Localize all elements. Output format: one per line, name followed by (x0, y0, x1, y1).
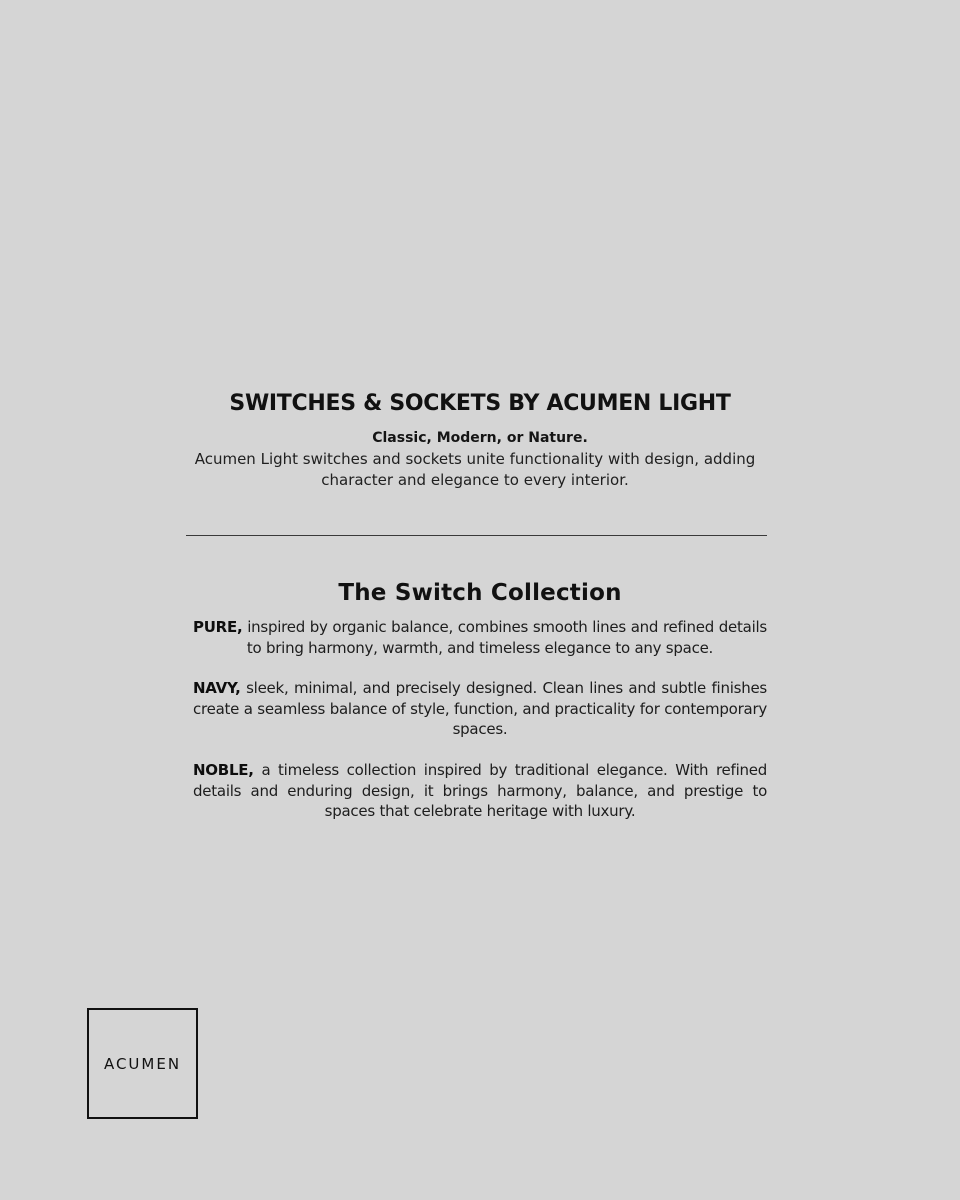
page-title: SWITCHES & SOCKETS BY ACUMEN LIGHT (229, 391, 731, 416)
section-divider (186, 535, 767, 536)
collection-item-description: inspired by organic balance, combines smooth lines and refined details to bring harmony, warmth, and timeless elegance to any space. (246, 618, 767, 657)
acumen-logo (87, 1008, 198, 1119)
intro-paragraph: Acumen Light switches and sockets unite functionality with design, adding character and elegance to every interior. (194, 450, 756, 489)
collection-item-name: NOBLE, (193, 761, 254, 779)
collection-item-name: NAVY, (193, 679, 241, 697)
collection-item-navy (193, 678, 767, 740)
collection-item-pure (193, 617, 767, 658)
logo-text: ACUMEN (103, 1054, 182, 1073)
collection-item-noble (193, 760, 767, 822)
collection-item-name: PURE, (193, 618, 243, 636)
collection-item-description: a timeless collection inspired by traditional elegance. With refined details and enduring design, it brings harmony, balance, and prestige to spaces that celebrate heritage with luxury. (193, 761, 767, 820)
tagline: Classic, Modern, or Nature. (372, 430, 588, 446)
collection-title: The Switch Collection (338, 580, 622, 606)
collection-item-description: sleek, minimal, and precisely designed. Clean lines and subtle finishes create a seamless balance of style, function, and practicality for contemporary spaces. (193, 679, 767, 738)
